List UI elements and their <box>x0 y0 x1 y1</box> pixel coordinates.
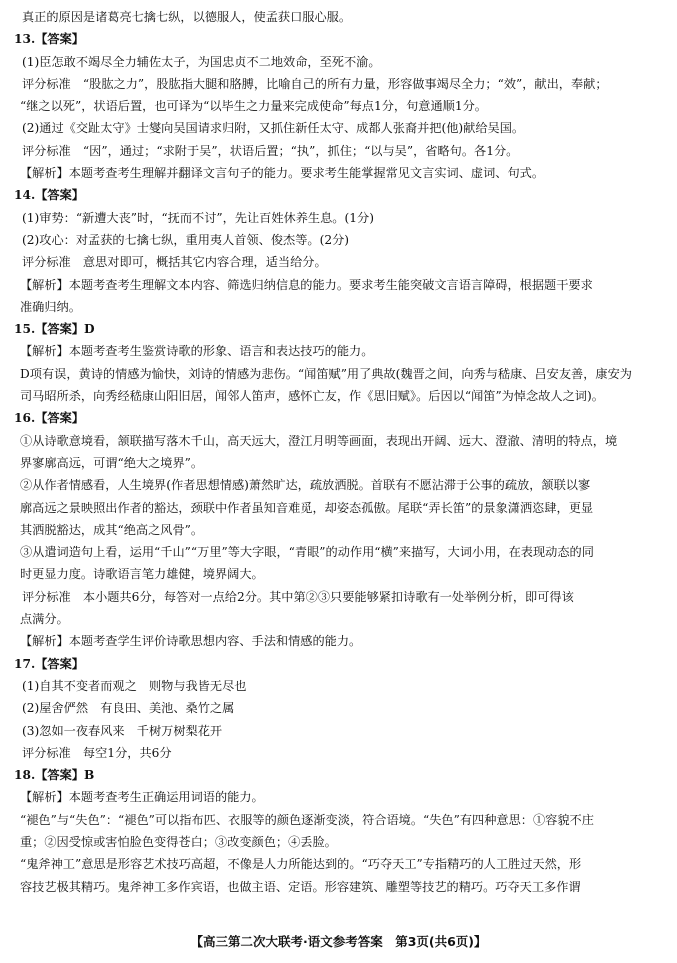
text-line: (1)自其不变者而观之 则物与我皆无尽也 <box>22 678 247 693</box>
scoring-criteria: 评分标准 本小题共6分，每答对一点给2分。其中第②③只要能够紧扣诗歌有一处举例分析，即可得该 <box>22 589 574 604</box>
text-line: (1)臣怎敢不竭尽全力辅佐太子，为国忠贞不二地效命，至死不渝。 <box>22 54 381 69</box>
analysis-line: 【解析】本题考查学生评价诗歌思想内容、手法和情感的能力。 <box>20 634 362 649</box>
question-17-heading: 17.【答案】 <box>14 656 84 671</box>
question-13-heading: 13.【答案】 <box>14 32 84 47</box>
text-line: (1)审势：“新遭大丧”时，“抚而不讨”，先让百姓休养生息。(1分) <box>22 210 374 225</box>
text-line: 司马昭所杀，向秀经嵇康山阳旧居，闻邻人笛声，感怀亡友，作《思旧赋》。后因以“闻笛”为悼念故人之词)。 <box>20 389 604 404</box>
analysis-line: 【解析】本题考查考生理解文本内容、筛选归纳信息的能力。要求考生能突破文言语言障碍，根据题干要求 <box>20 277 593 292</box>
text-line: 容技艺极其精巧。鬼斧神工多作宾语，也做主语、定语。形容建筑、雕塑等技艺的精巧。巧夺天工多作谓 <box>20 879 581 894</box>
page-footer: 【高三第二次大联考·语文参考答案 第3页(共6页)】 <box>190 934 487 949</box>
text-line: ①从诗歌意境看，颔联描写落木千山，高天远大，澄江月明等画面，表现出开阔、远大、澄澈、清明的特点，境 <box>20 433 618 448</box>
text-line: (3)忽如一夜春风来 千树万树梨花开 <box>22 723 223 738</box>
text-line: 重；②因受惊或害怕脸色变得苍白；③改变颜色；④丢脸。 <box>20 834 337 849</box>
text-line: 点满分。 <box>20 612 69 627</box>
analysis-line: 【解析】本题考查考生理解并翻译文言句子的能力。要求考生能掌握常见文言实词、虚词、句式。 <box>20 166 545 181</box>
text-line: “鬼斧神工”意思是形容艺术技巧高超，不像是人力所能达到的。“巧夺天工”专指精巧的人工胜过天然，形 <box>20 857 582 872</box>
text-line: 其洒脱豁达，成其“绝高之风骨”。 <box>20 522 204 537</box>
question-15-heading: 15.【答案】D <box>14 322 95 337</box>
text-line: 时更显力度。诗歌语言笔力雄健，境界阔大。 <box>20 567 264 582</box>
text-line: “褪色”与“失色”：“褪色”可以指布匹、衣服等的颜色逐渐变淡，符合语境。“失色”有四种意思：①容貌不庄 <box>20 812 594 827</box>
scoring-criteria: 评分标准 “股肱之力”，股肱指大腿和胳膊，比喻自己的所有力量，形容做事竭尽全力；“效”，献出，奉献； <box>22 76 608 91</box>
scoring-criteria: 评分标准 每空1分，共6分 <box>22 745 172 760</box>
text-line: 界寥廓高远，可谓“绝大之境界”。 <box>20 455 204 470</box>
question-16-heading: 16.【答案】 <box>14 411 84 426</box>
analysis-line: 【解析】本题考查考生鉴赏诗歌的形象、语言和表达技巧的能力。 <box>20 344 374 359</box>
scoring-criteria: 评分标准 意思对即可，概括其它内容合理，适当给分。 <box>22 255 327 270</box>
text-line: (2)屋舍俨然 有良田、美池、桑竹之属 <box>22 701 235 716</box>
analysis-line: 【解析】本题考查考生正确运用词语的能力。 <box>20 790 264 805</box>
text-line: ②从作者情感看，人生境界(作者思想情感)萧然旷达，疏放洒脱。首联有不愿沾滞于公事的疏放，颔联以寥 <box>20 478 591 493</box>
question-14-heading: 14.【答案】 <box>14 188 84 203</box>
text-line: 廓高远之景映照出作者的豁达，颈联中作者虽知音难觅，却姿态孤傲。尾联“弄长笛”的景象潇洒恣肆，更显 <box>20 500 594 515</box>
question-18-heading: 18.【答案】B <box>14 768 95 783</box>
text-line: (2)攻心：对孟获的七擒七纵，重用夷人首领、俊杰等。(2分) <box>22 232 350 247</box>
text-line: “继之以死”，状语后置，也可译为“以毕生之力量来完成使命”每点1分，句意通顺1分。 <box>20 99 487 114</box>
text-line: ③从遣词造句上看，运用“千山”“万里”等大字眼，“青眼”的动作用“横”来描写，大词小用，在表现动态的同 <box>20 545 594 560</box>
text-line: D项有误，黄诗的情感为愉快，刘诗的情感为悲伤。“闻笛赋”用了典故(魏晋之间，向秀与嵇康、吕安友善，康安为 <box>20 366 632 381</box>
text-line: 真正的原因是诸葛亮七擒七纵，以德服人，使孟获口服心服。 <box>22 10 352 24</box>
scoring-criteria: 评分标准 “因”，通过；“求附于吴”，状语后置；“执”，抓住；“以与吴”，省略句。各1分。 <box>22 143 519 158</box>
text-line: 准确归纳。 <box>20 299 81 314</box>
text-line: (2)通过《交趾太守》士燮向吴国请求归附，又抓住新任太守、成都人张裔并把(他)献给吴国。 <box>22 121 525 136</box>
